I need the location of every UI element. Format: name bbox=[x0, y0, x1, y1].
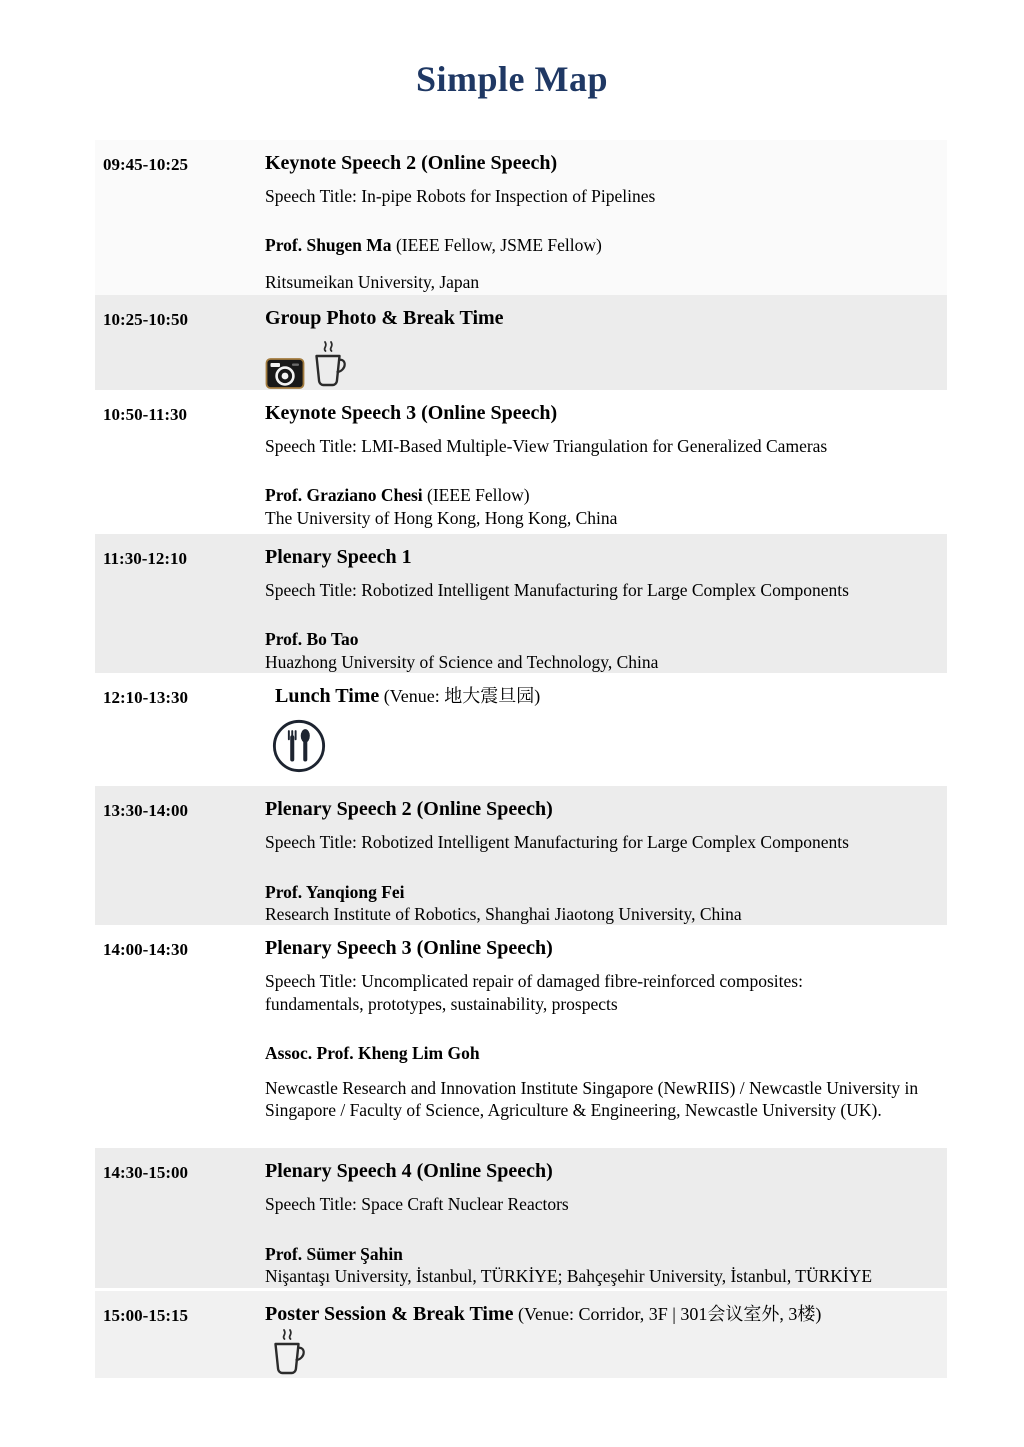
affiliation: Newcastle Research and Innovation Institute Singapore (NewRIIS) / Newcastle University in Singapore / Faculty of Science, Agriculture & Engineering, Newcastle University (UK). bbox=[265, 1077, 919, 1120]
break-icons bbox=[265, 340, 933, 390]
speaker-credentials: (IEEE Fellow, JSME Fellow) bbox=[391, 235, 602, 256]
session-title: Keynote Speech 3 (Online Speech) bbox=[265, 402, 558, 424]
session-content bbox=[265, 1148, 947, 1287]
speech-title: Speech Title: Space Craft Nuclear Reactors bbox=[265, 1194, 569, 1215]
schedule-row bbox=[95, 786, 947, 925]
speaker-line bbox=[265, 1042, 933, 1064]
affiliation: Huazhong University of Science and Technology, China bbox=[265, 651, 659, 672]
schedule-row bbox=[95, 673, 947, 786]
speaker-name: Prof. Yanqiong Fei bbox=[265, 881, 405, 902]
affiliation: Ritsumeikan University, Japan bbox=[265, 271, 480, 292]
page-title: Simple Map bbox=[415, 59, 608, 99]
speech-title: Speech Title: Robotized Intelligent Manufacturing for Large Complex Components bbox=[265, 832, 849, 853]
venue-label: (Venue: Corridor, 3F | 301会议室外, 3楼) bbox=[513, 1303, 822, 1324]
speaker-name: Assoc. Prof. Kheng Lim Goh bbox=[265, 1043, 480, 1064]
session-content bbox=[265, 1291, 947, 1378]
speaker-line bbox=[265, 881, 933, 903]
schedule-row bbox=[95, 925, 947, 1148]
coffee-cup-icon bbox=[271, 1328, 307, 1378]
time-label: 12:10-13:30 bbox=[103, 688, 188, 708]
camera-icon bbox=[265, 357, 305, 390]
time-label: 10:25-10:50 bbox=[103, 310, 188, 329]
session-content bbox=[265, 925, 947, 1148]
session-title-text: Poster Session & Break Time bbox=[265, 1302, 514, 1325]
session-content bbox=[265, 295, 947, 390]
schedule-row bbox=[95, 1148, 947, 1287]
coffee-cup-icon bbox=[312, 340, 348, 390]
session-title bbox=[265, 685, 933, 708]
break-icons bbox=[271, 1328, 933, 1378]
speaker-credentials: (IEEE Fellow) bbox=[422, 485, 530, 506]
speaker-line bbox=[265, 628, 933, 650]
speech-title: Speech Title: Robotized Intelligent Manufacturing for Large Complex Components bbox=[265, 580, 849, 600]
time-label: 13:30-14:00 bbox=[103, 801, 188, 821]
session-content bbox=[265, 140, 947, 295]
session-content bbox=[265, 673, 947, 786]
session-content bbox=[265, 390, 947, 534]
schedule-row bbox=[95, 1291, 947, 1378]
speaker-name: Prof. Sümer Şahin bbox=[265, 1243, 403, 1264]
speech-title: Speech Title: In-pipe Robots for Inspection of Pipelines bbox=[265, 186, 656, 206]
speaker-name: Prof. Graziano Chesi bbox=[265, 485, 423, 506]
schedule-row bbox=[95, 534, 947, 673]
break-icons bbox=[271, 718, 933, 774]
time-label: 14:00-14:30 bbox=[103, 940, 188, 960]
schedule-row bbox=[95, 140, 947, 295]
time-label: 11:30-12:10 bbox=[103, 549, 188, 568]
time-label: 09:45-10:25 bbox=[103, 155, 188, 174]
speaker-name: Prof. Shugen Ma bbox=[265, 235, 392, 256]
schedule-row bbox=[95, 295, 947, 390]
schedule-table bbox=[95, 140, 947, 1378]
speaker-line bbox=[265, 1243, 933, 1265]
speaker-line bbox=[265, 484, 933, 506]
time-label: 15:00-15:15 bbox=[103, 1305, 188, 1325]
affiliation: The University of Hong Kong, Hong Kong, China bbox=[265, 507, 618, 528]
speech-title: Speech Title: Uncomplicated repair of damaged fibre-reinforced composites: fundamentals, prototypes, sustainability, prospects bbox=[265, 971, 803, 1014]
session-title bbox=[265, 1303, 933, 1326]
time-label: 10:50-11:30 bbox=[103, 405, 188, 424]
affiliation: Research Institute of Robotics, Shanghai Jiaotong University, China bbox=[265, 903, 742, 924]
session-title: Plenary Speech 3 (Online Speech) bbox=[265, 937, 553, 960]
speech-title: Speech Title: LMI-Based Multiple-View Triangulation for Generalized Cameras bbox=[265, 436, 828, 456]
session-title: Plenary Speech 1 bbox=[265, 546, 412, 568]
affiliation: Nişantaşı University, İstanbul, TÜRKİYE; Bahçeşehir University, İstanbul, TÜRKİYE bbox=[265, 1266, 873, 1287]
dining-icon bbox=[271, 718, 327, 774]
session-title: Keynote Speech 2 (Online Speech) bbox=[265, 152, 558, 174]
session-title-text: Lunch Time bbox=[275, 685, 380, 708]
session-title: Plenary Speech 4 (Online Speech) bbox=[265, 1160, 553, 1183]
speaker-line bbox=[265, 234, 933, 256]
schedule-row bbox=[95, 390, 947, 534]
session-content bbox=[265, 786, 947, 925]
speaker-name: Prof. Bo Tao bbox=[265, 629, 359, 650]
time-label: 14:30-15:00 bbox=[103, 1163, 188, 1183]
venue-label: (Venue: 地大震旦园) bbox=[379, 686, 541, 707]
session-content bbox=[265, 534, 947, 673]
session-title: Group Photo & Break Time bbox=[265, 307, 504, 329]
session-title: Plenary Speech 2 (Online Speech) bbox=[265, 798, 553, 821]
